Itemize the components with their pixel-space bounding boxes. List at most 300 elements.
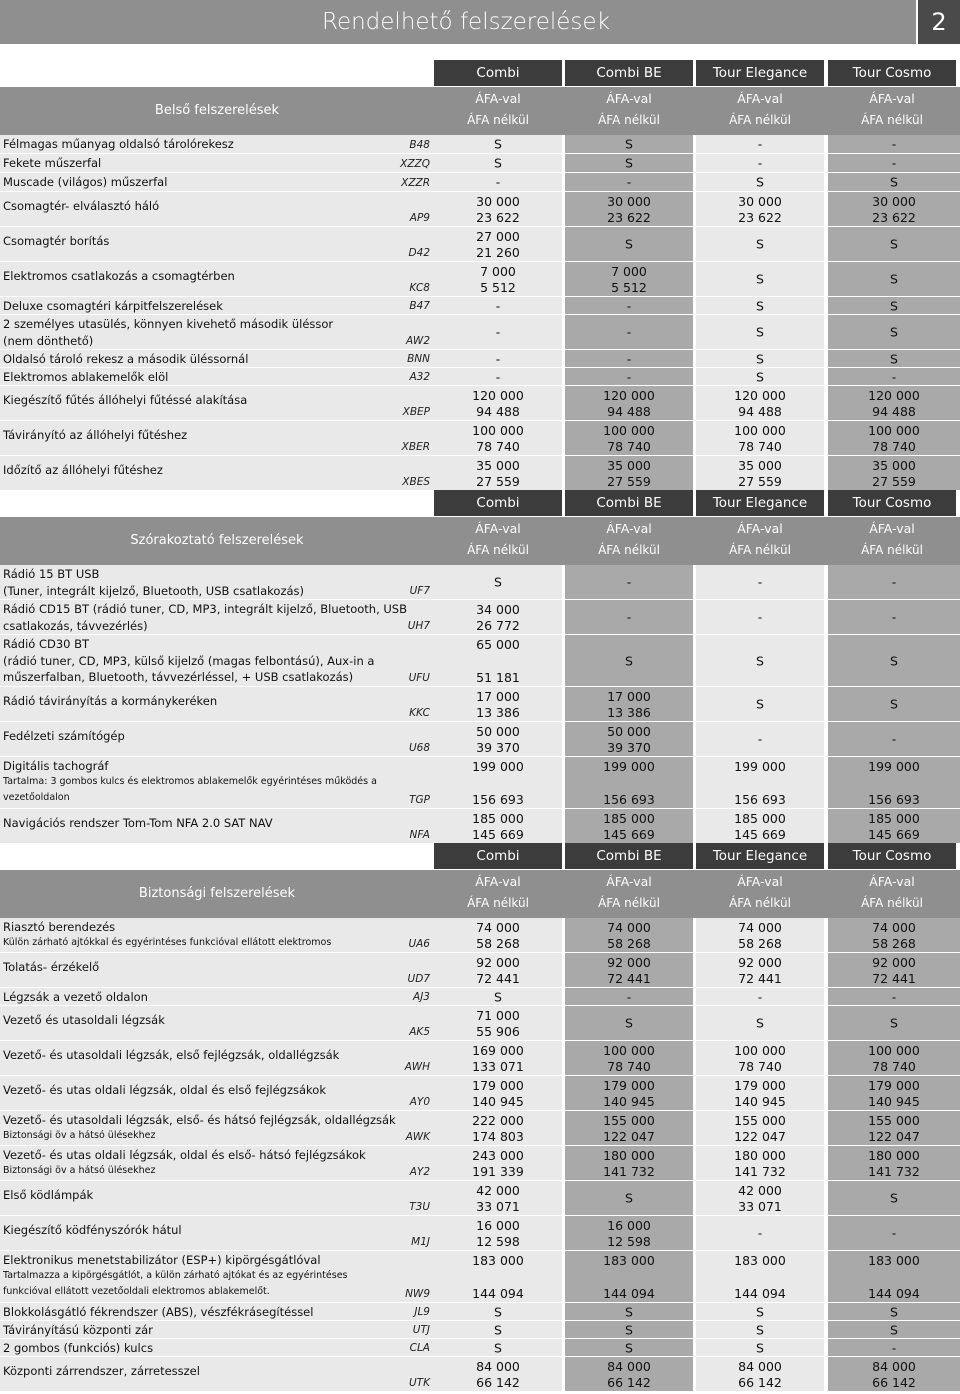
price-cell	[828, 368, 960, 386]
row-label	[0, 154, 434, 173]
price-cell	[828, 1111, 960, 1146]
option-code: BNN	[407, 353, 430, 365]
price-cell	[828, 757, 960, 809]
standard-mark: S	[625, 1340, 633, 1355]
price-cell	[828, 315, 960, 350]
price-cell	[696, 809, 824, 844]
not-available-mark: -	[757, 136, 763, 152]
price-without-vat: 72 441	[476, 971, 520, 986]
price-with-vat: 65 000	[476, 637, 520, 652]
price-cell	[434, 1339, 562, 1357]
tax-header-cell	[434, 87, 562, 135]
price-without-vat: 66 142	[607, 1375, 651, 1390]
price-cell	[696, 1339, 824, 1357]
price-with-vat: 71 000	[476, 1008, 520, 1023]
tax-with-label: ÁFA-val	[869, 91, 915, 106]
price-with-vat: 100 000	[472, 423, 524, 438]
label-line: Kiegészítő ködfényszórók hátul	[3, 1223, 182, 1237]
not-available-mark: -	[891, 989, 897, 1004]
option-code: TGP	[409, 794, 430, 806]
price-cell	[828, 1357, 960, 1392]
label-line: Muscade (világos) műszerfal	[3, 175, 168, 189]
row-label	[0, 953, 434, 988]
price-with-vat: 185 000	[868, 811, 920, 826]
price-with-vat: 92 000	[872, 955, 916, 970]
option-code: CLA	[409, 1342, 430, 1354]
price-without-vat: 72 441	[872, 971, 916, 986]
label-line: műszerfalban, Bluetooth, távvezérléssel, + USB csatlakozás)	[3, 670, 354, 684]
price-cell	[434, 262, 562, 297]
tax-header-cell	[565, 517, 693, 565]
label-line: Navigációs rendszer Tom-Tom NFA 2.0 SAT NAV	[3, 816, 273, 830]
price-cell	[828, 421, 960, 456]
column-header: Combi BE	[565, 60, 693, 86]
section-title: Szórakoztató felszerelések	[130, 533, 304, 548]
label-line: Időzítő az állóhelyi fűtéshez	[3, 463, 163, 477]
label-line: Tartalma: 3 gombos kulcs és elektromos ablakemelők egyérintéses működés a	[3, 775, 377, 787]
price-cell	[434, 1357, 562, 1392]
row-label	[0, 1006, 434, 1041]
table-row	[0, 315, 960, 350]
price-without-vat: 5 512	[611, 280, 647, 295]
price-without-vat: 13 386	[607, 705, 651, 720]
label-line: Deluxe csomagtéri kárpitfelszerelések	[3, 299, 223, 313]
price-cell	[434, 918, 562, 953]
price-without-vat: 39 370	[476, 740, 520, 755]
price-without-vat: 12 598	[607, 1234, 651, 1249]
price-without-vat: 156 693	[734, 792, 786, 807]
option-code: AY2	[409, 1166, 430, 1178]
price-cell	[434, 565, 562, 600]
not-available-mark: -	[757, 609, 763, 625]
standard-mark: S	[756, 653, 764, 668]
option-code: XBER	[401, 441, 430, 453]
price-with-vat: 35 000	[872, 458, 916, 473]
price-with-vat: 50 000	[476, 724, 520, 739]
price-with-vat: 84 000	[872, 1359, 916, 1374]
tax-header-cell	[565, 870, 693, 918]
standard-mark: S	[890, 174, 898, 190]
price-cell	[696, 687, 824, 722]
tax-with-label: ÁFA-val	[475, 91, 521, 106]
price-cell	[696, 1111, 824, 1146]
table-row	[0, 1339, 960, 1357]
row-label	[0, 1216, 434, 1251]
price-with-vat: 100 000	[603, 1043, 655, 1058]
price-cell	[434, 1216, 562, 1251]
label-line: Kiegészítő fűtés állóhelyi fűtéssé alakítása	[3, 393, 248, 407]
price-without-vat: 78 740	[872, 439, 916, 454]
label-line: Légzsák a vezető oldalon	[3, 990, 148, 1004]
label-line: Rádió CD30 BT	[3, 637, 90, 651]
price-without-vat: 78 740	[607, 439, 651, 454]
price-cell	[828, 173, 960, 192]
row-label	[0, 1321, 434, 1339]
label-line: Rádió CD15 BT (rádió tuner, CD, MP3, integrált kijelző, Bluetooth, USB	[3, 602, 407, 616]
price-cell	[565, 386, 693, 421]
tax-with-label: ÁFA-val	[606, 874, 652, 889]
label-line: Vezető- és utas oldali légzsák, oldal és első fejlégzsákok	[3, 1083, 326, 1097]
table-row	[0, 350, 960, 368]
price-without-vat: 51 181	[476, 670, 520, 685]
standard-mark: S	[890, 1322, 898, 1337]
row-label	[0, 1111, 434, 1146]
not-available-mark: -	[757, 989, 763, 1004]
price-cell	[565, 1181, 693, 1216]
price-without-vat: 94 488	[738, 404, 782, 419]
not-available-mark: -	[495, 298, 501, 313]
price-cell	[434, 809, 562, 844]
option-code: NFA	[409, 829, 430, 841]
standard-mark: S	[756, 1304, 764, 1319]
row-label	[0, 173, 434, 192]
price-cell	[565, 135, 693, 154]
price-cell	[565, 565, 693, 600]
tax-without-label: ÁFA nélkül	[467, 543, 529, 557]
not-available-mark: -	[626, 609, 632, 625]
price-cell	[565, 722, 693, 757]
price-cell	[434, 1251, 562, 1303]
price-cell	[434, 635, 562, 687]
label-line: Biztonsági öv a hátsó ülésekhez	[3, 1164, 156, 1176]
table-row	[0, 1251, 960, 1303]
price-with-vat: 50 000	[607, 724, 651, 739]
price-without-vat: 12 598	[476, 1234, 520, 1249]
price-with-vat: 35 000	[476, 458, 520, 473]
price-with-vat: 199 000	[868, 759, 920, 774]
label-line: Elektromos ablakemelők elöl	[3, 370, 169, 384]
price-cell	[565, 1041, 693, 1076]
tax-with-label: ÁFA-val	[869, 521, 915, 536]
label-line: Vezető- és utasoldali légzsák, első fejlégzsák, oldallégzsák	[3, 1048, 340, 1062]
price-cell	[565, 1216, 693, 1251]
price-cell	[565, 1339, 693, 1357]
table-row	[0, 809, 960, 844]
not-available-mark: -	[626, 174, 632, 190]
price-without-vat: 58 268	[738, 936, 782, 951]
price-without-vat: 94 488	[476, 404, 520, 419]
price-cell	[696, 1076, 824, 1111]
price-without-vat: 141 732	[868, 1164, 920, 1179]
price-cell	[696, 315, 824, 350]
price-cell	[434, 1111, 562, 1146]
not-available-mark: -	[495, 324, 501, 340]
price-without-vat: 140 945	[603, 1094, 655, 1109]
section-title: Biztonsági felszerelések	[138, 886, 296, 901]
price-cell	[565, 315, 693, 350]
price-with-vat: 42 000	[738, 1183, 782, 1198]
price-without-vat: 27 559	[738, 474, 782, 489]
price-cell	[828, 192, 960, 227]
standard-mark: S	[890, 1190, 898, 1206]
price-cell	[565, 1006, 693, 1041]
option-code: XBES	[402, 476, 430, 488]
not-available-mark: -	[626, 574, 632, 590]
price-cell	[565, 988, 693, 1006]
price-without-vat: 27 559	[607, 474, 651, 489]
price-with-vat: 92 000	[738, 955, 782, 970]
price-with-vat: 243 000	[472, 1148, 524, 1163]
price-with-vat: 183 000	[472, 1253, 524, 1268]
standard-mark: S	[756, 1322, 764, 1337]
label-line: Elektronikus menetstabilizátor (ESP+) kipörgésgátlóval	[3, 1253, 321, 1267]
tax-header-cell	[565, 87, 693, 135]
price-with-vat: 155 000	[734, 1113, 786, 1128]
price-cell	[434, 297, 562, 315]
standard-mark: S	[890, 271, 898, 287]
price-with-vat: 180 000	[868, 1148, 920, 1163]
standard-mark: S	[625, 1190, 633, 1206]
tax-header-cell	[434, 517, 562, 565]
price-cell	[565, 1111, 693, 1146]
not-available-mark: -	[626, 298, 632, 313]
option-code: UF7	[409, 585, 430, 597]
price-cell	[696, 1216, 824, 1251]
price-without-vat: 72 441	[607, 971, 651, 986]
price-without-vat: 122 047	[734, 1129, 786, 1144]
tax-header-cell	[434, 870, 562, 918]
price-cell	[828, 154, 960, 173]
row-label	[0, 1251, 434, 1303]
price-cell	[828, 565, 960, 600]
row-label	[0, 297, 434, 315]
table-row	[0, 421, 960, 456]
table-row	[0, 135, 960, 154]
not-available-mark: -	[495, 369, 501, 384]
standard-mark: S	[890, 298, 898, 313]
price-without-vat: 33 071	[738, 1199, 782, 1214]
label-line: Vezető- és utasoldali légzsák, első- és hátsó fejlégzsák, oldallégzsák	[3, 1113, 396, 1127]
section-title: Belső felszerelések	[154, 103, 280, 118]
price-with-vat: 179 000	[603, 1078, 655, 1093]
price-cell	[696, 227, 824, 262]
label-line: Digitális tachográf	[3, 759, 109, 773]
tax-header-cell	[696, 87, 824, 135]
table-row	[0, 173, 960, 192]
standard-mark: S	[890, 351, 898, 366]
price-without-vat: 55 906	[476, 1024, 520, 1039]
price-cell	[828, 350, 960, 368]
tax-without-label: ÁFA nélkül	[598, 896, 660, 910]
tax-without-label: ÁFA nélkül	[729, 896, 791, 910]
price-cell	[696, 262, 824, 297]
tax-without-label: ÁFA nélkül	[467, 113, 529, 127]
price-without-vat: 122 047	[603, 1129, 655, 1144]
column-header: Combi BE	[565, 843, 693, 869]
price-without-vat: 78 740	[607, 1059, 651, 1074]
standard-mark: S	[756, 271, 764, 287]
price-cell	[828, 953, 960, 988]
option-code: AWK	[405, 1131, 430, 1143]
row-label	[0, 600, 434, 635]
price-cell	[696, 1181, 824, 1216]
price-cell	[828, 1251, 960, 1303]
tax-with-label: ÁFA-val	[606, 91, 652, 106]
label-line: Távirányító az állóhelyi fűtéshez	[3, 428, 188, 442]
price-cell	[696, 386, 824, 421]
option-code: XZZQ	[400, 158, 430, 170]
price-with-vat: 16 000	[607, 1218, 651, 1233]
price-cell	[434, 1181, 562, 1216]
standard-mark: S	[625, 1015, 633, 1031]
price-without-vat: 23 622	[738, 210, 782, 225]
price-cell	[696, 635, 824, 687]
price-without-vat: 66 142	[476, 1375, 520, 1390]
table-row	[0, 1146, 960, 1181]
price-without-vat: 145 669	[734, 827, 786, 842]
price-without-vat: 144 094	[734, 1286, 786, 1301]
price-cell	[434, 757, 562, 809]
row-label	[0, 1339, 434, 1357]
option-code: AJ3	[413, 991, 430, 1003]
row-label	[0, 1041, 434, 1076]
price-with-vat: 17 000	[607, 689, 651, 704]
price-with-vat: 84 000	[607, 1359, 651, 1374]
row-label	[0, 722, 434, 757]
price-cell	[828, 1216, 960, 1251]
tax-without-label: ÁFA nélkül	[467, 896, 529, 910]
price-cell	[696, 350, 824, 368]
row-label	[0, 456, 434, 491]
price-cell	[565, 635, 693, 687]
column-header: Tour Cosmo	[828, 490, 956, 516]
price-without-vat: 94 488	[607, 404, 651, 419]
price-without-vat: 122 047	[868, 1129, 920, 1144]
price-with-vat: 74 000	[738, 920, 782, 935]
row-label	[0, 565, 434, 600]
price-with-vat: 42 000	[476, 1183, 520, 1198]
tax-with-label: ÁFA-val	[737, 91, 783, 106]
column-header: Tour Cosmo	[828, 60, 956, 86]
price-without-vat: 94 488	[872, 404, 916, 419]
option-code: AWH	[404, 1061, 430, 1073]
price-without-vat: 145 669	[868, 827, 920, 842]
price-with-vat: 100 000	[734, 423, 786, 438]
price-cell	[434, 988, 562, 1006]
price-without-vat: 27 559	[872, 474, 916, 489]
row-label	[0, 421, 434, 456]
price-without-vat: 144 094	[603, 1286, 655, 1301]
row-label	[0, 988, 434, 1006]
price-with-vat: 183 000	[868, 1253, 920, 1268]
standard-mark: S	[756, 1015, 764, 1031]
not-available-mark: -	[757, 574, 763, 590]
label-line: Riasztó berendezés	[3, 920, 116, 934]
price-without-vat: 133 071	[472, 1059, 524, 1074]
price-cell	[434, 1076, 562, 1111]
table-row	[0, 565, 960, 600]
column-header: Tour Elegance	[696, 843, 824, 869]
price-with-vat: 179 000	[868, 1078, 920, 1093]
not-available-mark: -	[626, 324, 632, 340]
table-row	[0, 1111, 960, 1146]
price-cell	[565, 953, 693, 988]
price-with-vat: 100 000	[868, 1043, 920, 1058]
tax-without-label: ÁFA nélkül	[598, 543, 660, 557]
standard-mark: S	[756, 324, 764, 340]
price-cell	[565, 809, 693, 844]
label-line: Fekete műszerfal	[3, 156, 102, 170]
not-available-mark: -	[891, 136, 897, 152]
table-row	[0, 1321, 960, 1339]
price-cell	[696, 154, 824, 173]
tax-header-cell	[828, 517, 956, 565]
table-row	[0, 154, 960, 173]
label-line: Elektromos csatlakozás a csomagtérben	[3, 269, 235, 283]
not-available-mark: -	[626, 369, 632, 384]
price-without-vat: 26 772	[476, 618, 520, 633]
column-header: Tour Elegance	[696, 490, 824, 516]
label-line: csatlakozás, távvezérlés)	[3, 618, 148, 633]
price-without-vat: 78 740	[738, 439, 782, 454]
label-line: Csomagtér- elválasztó háló	[3, 199, 160, 213]
row-label	[0, 809, 434, 844]
not-available-mark: -	[891, 1225, 897, 1241]
standard-mark: S	[625, 653, 633, 668]
price-without-vat: 23 622	[607, 210, 651, 225]
option-code: D42	[408, 247, 430, 259]
price-with-vat: 120 000	[868, 388, 920, 403]
table-row	[0, 918, 960, 953]
price-cell	[696, 953, 824, 988]
tax-with-label: ÁFA-val	[737, 874, 783, 889]
price-without-vat: 156 693	[868, 792, 920, 807]
price-cell	[828, 1321, 960, 1339]
tax-without-label: ÁFA nélkül	[861, 543, 923, 557]
price-cell	[828, 386, 960, 421]
price-without-vat: 33 071	[476, 1199, 520, 1214]
not-available-mark: -	[626, 351, 632, 366]
price-cell	[696, 1321, 824, 1339]
price-without-vat: 58 268	[872, 936, 916, 951]
table-row	[0, 687, 960, 722]
price-cell	[434, 135, 562, 154]
label-line: 2 gombos (funkciós) kulcs	[3, 1341, 154, 1355]
tax-header-cell	[828, 87, 956, 135]
price-without-vat: 156 693	[603, 792, 655, 807]
row-label	[0, 386, 434, 421]
price-without-vat: 13 386	[476, 705, 520, 720]
price-cell	[696, 918, 824, 953]
price-cell	[565, 421, 693, 456]
standard-mark: S	[494, 1340, 502, 1355]
tax-without-label: ÁFA nélkül	[598, 113, 660, 127]
price-with-vat: 30 000	[607, 194, 651, 209]
option-code: AW2	[405, 335, 430, 347]
price-cell	[565, 297, 693, 315]
price-cell	[565, 600, 693, 635]
standard-mark: S	[625, 136, 633, 152]
option-code: UTK	[409, 1377, 430, 1389]
tax-without-label: ÁFA nélkül	[729, 543, 791, 557]
not-available-mark: -	[891, 369, 897, 384]
price-cell	[434, 1303, 562, 1321]
label-line: Tolatás- érzékelő	[3, 960, 100, 974]
price-cell	[565, 262, 693, 297]
price-without-vat: 156 693	[472, 792, 524, 807]
standard-mark: S	[494, 1304, 502, 1319]
price-with-vat: 84 000	[738, 1359, 782, 1374]
label-line: (rádió tuner, CD, MP3, külső kijelző (magas felbontású), Aux-in a	[3, 653, 375, 668]
table-row	[0, 722, 960, 757]
price-with-vat: 7 000	[611, 264, 647, 279]
price-cell	[565, 1303, 693, 1321]
price-with-vat: 30 000	[476, 194, 520, 209]
table-row	[0, 1041, 960, 1076]
price-cell	[565, 757, 693, 809]
price-without-vat: 58 268	[476, 936, 520, 951]
price-cell	[565, 350, 693, 368]
